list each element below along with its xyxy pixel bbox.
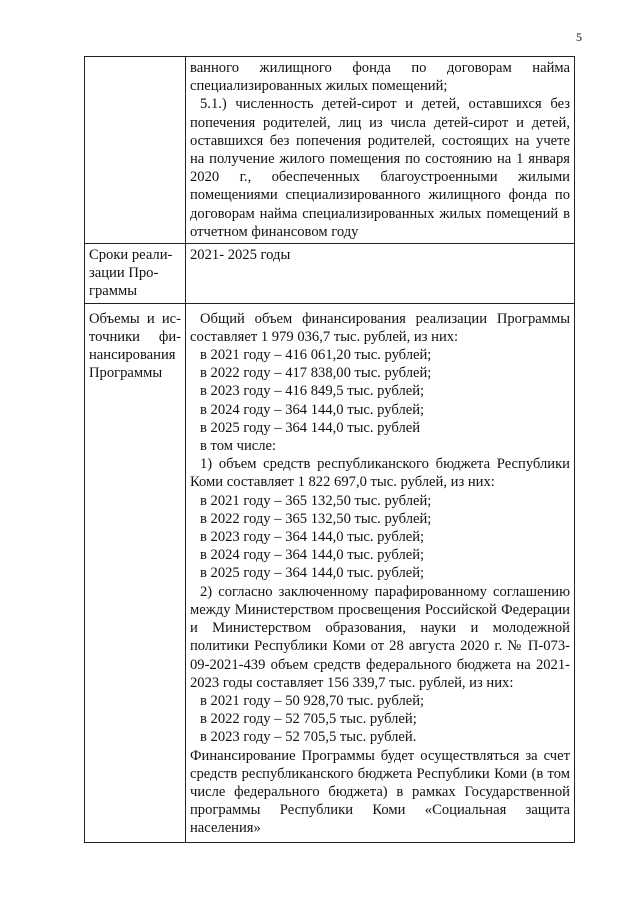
funding-year-line: в 2021 году – 50 928,70 тыс. рублей;: [200, 692, 425, 709]
funding-year-line: в 2024 году – 364 144,0 тыс. рублей;: [200, 401, 425, 418]
passport-table: [84, 56, 575, 843]
including-text: в том числе:: [200, 438, 277, 455]
funding-item-1: 1) объем средств республиканского бюджета Республики Коми составляет 1 822 697,0 тыс. рублей, из них:: [190, 456, 570, 491]
funding-year-line: в 2024 году – 364 144,0 тыс. рублей;: [200, 547, 425, 564]
label-line: Сроки реали-: [89, 247, 173, 264]
funding-year-line: в 2021 году – 416 061,20 тыс. рублей;: [200, 347, 432, 364]
funding-year-line: в 2021 году – 365 132,50 тыс. рублей;: [200, 492, 432, 509]
timeline-cell: [186, 244, 575, 304]
timeline-text: 2021- 2025 годы: [190, 247, 291, 264]
funding-year-line: в 2023 году – 52 705,5 тыс. рублей.: [200, 729, 417, 746]
funding-year-line: в 2022 году – 417 838,00 тыс. рублей;: [200, 365, 432, 382]
funding-year-line: в 2025 году – 364 144,0 тыс. рублей: [200, 419, 421, 436]
label-line: точники фи-: [89, 328, 181, 345]
funding-item-2: 2) согласно заключенному парафированному соглашению между Министерством просвещения Российской Федерации и Министерством образования, науки и молодежной политики Республики Коми от 28 августа 2020 г. № П-073-09-2021-439 объем средств федерального бюджета на 2021-2023 годы составляет 156 339,7 тыс. рублей, из них:: [190, 583, 570, 691]
funding-year-line: в 2022 году – 365 132,50 тыс. рублей;: [200, 510, 432, 527]
funding-year-line: в 2023 году – 416 849,5 тыс. рублей;: [200, 383, 425, 400]
indicator-item-5-1: 5.1.) численность детей-сирот и детей, оставшихся без попечения родителей, лиц из числа детей-сирот и детей, оставшихся без попечения родителей, состоящих на учете на получение жилого помещения по состоянию на 1 января 2020 г., обеспеченных благоустроенными жилыми помещениями специализированного жилищного фонда по договорам найма специализированных жилых помещений в отчетном финансовом году: [190, 96, 570, 240]
funding-cell: [186, 303, 575, 842]
funding-year-line: в 2023 году – 364 144,0 тыс. рублей;: [200, 529, 425, 546]
label-cell-empty: [85, 57, 186, 244]
continuation-text: ванного жилищного фонда по договорам найма специализированных жилых помещений;: [190, 60, 570, 95]
funding-closing: Финансирование Программы будет осуществляться за счет средств республиканского бюджета Республики Коми (в том числе федерального бюджета) в рамках Государственной программы Республики Коми «Социальная защита населения»: [190, 747, 570, 837]
label-cell-funding: [85, 303, 186, 842]
table-row: [85, 57, 575, 244]
label-line: нансирования: [89, 347, 176, 364]
funding-intro: Общий объем финансирования реализации Программы составляет 1 979 036,7 тыс. рублей, из них:: [190, 310, 570, 345]
label-line: граммы: [89, 283, 138, 300]
funding-year-line: в 2022 году – 52 705,5 тыс. рублей;: [200, 711, 417, 728]
table-row: [85, 244, 575, 304]
label-line: Объемы и ис-: [89, 310, 181, 327]
page-number: 5: [576, 30, 582, 44]
funding-year-line: в 2025 году – 364 144,0 тыс. рублей;: [200, 565, 425, 582]
indicators-cell: [186, 57, 575, 244]
table-row: [85, 303, 575, 842]
label-cell-timeline: [85, 244, 186, 304]
label-line: Программы: [89, 365, 163, 382]
label-line: зации Про-: [89, 265, 159, 282]
